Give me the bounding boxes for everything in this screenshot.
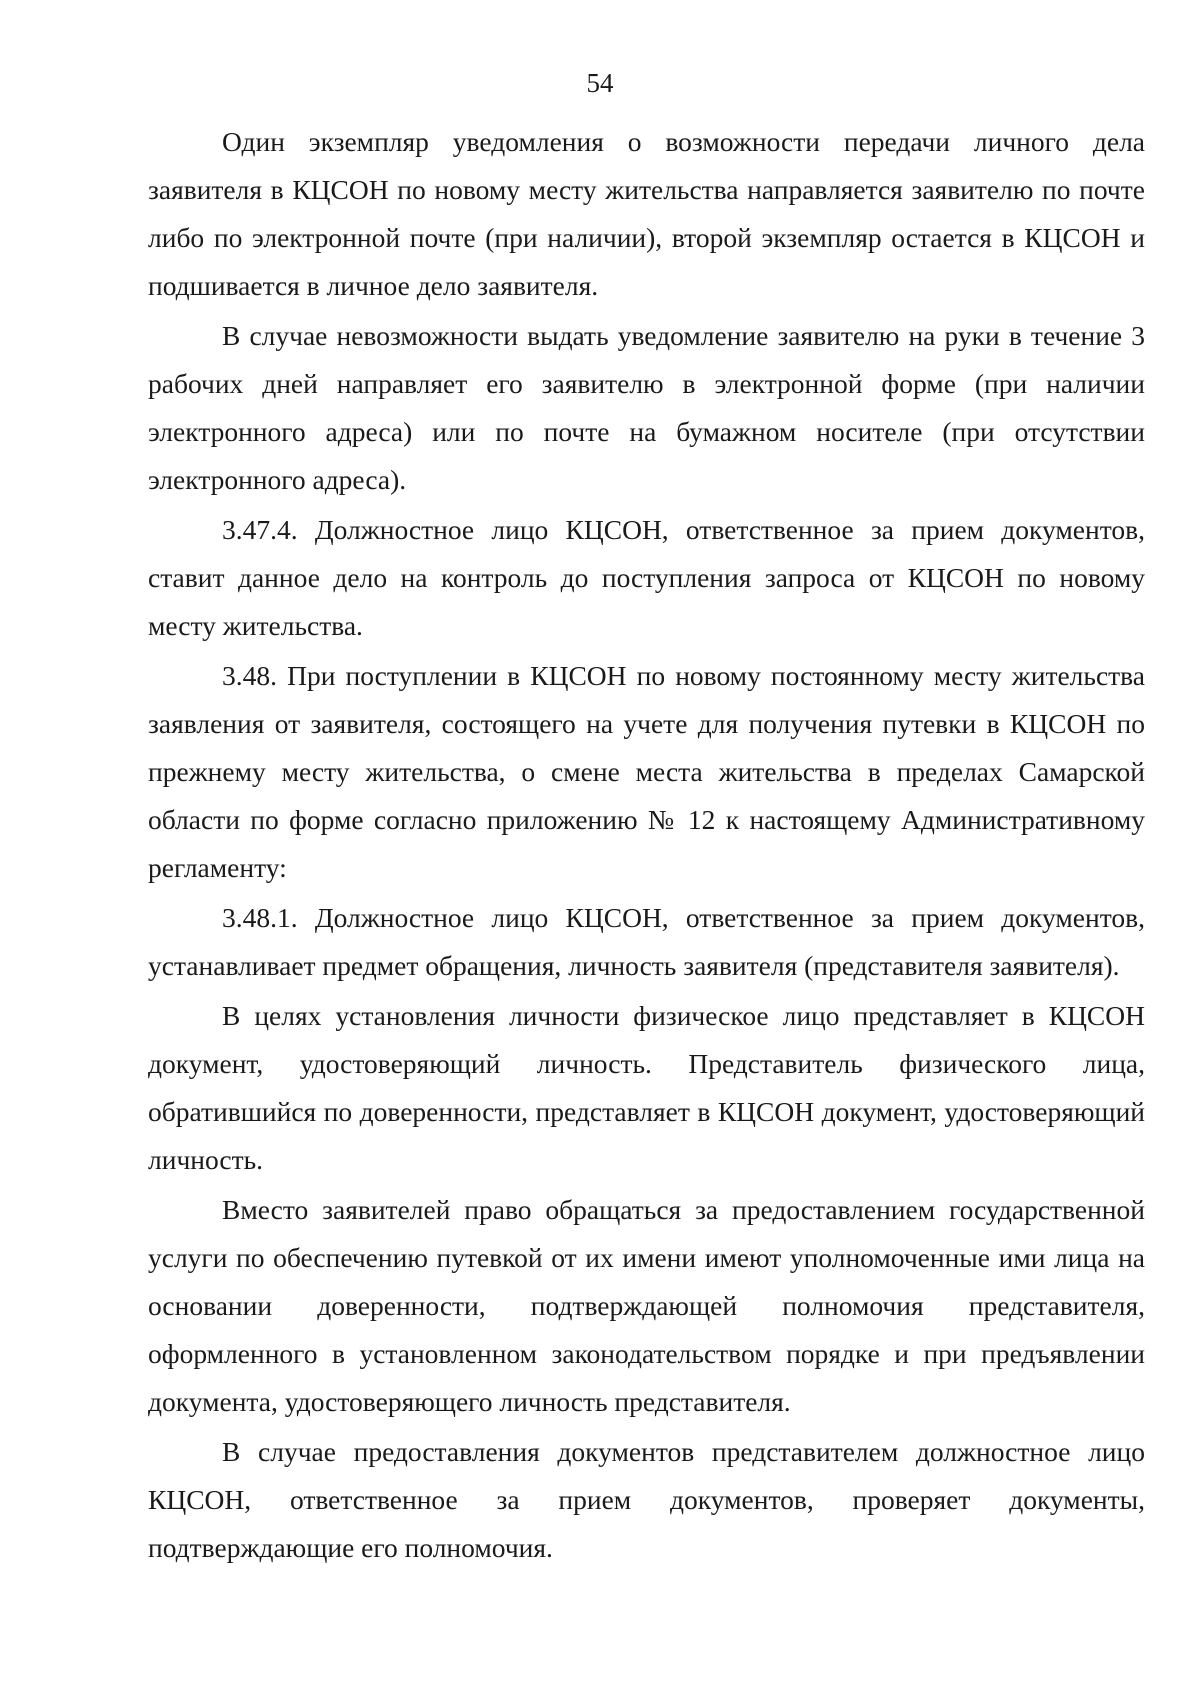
paragraph-representatives: Вместо заявителей право обращаться за предоставлением государственной услуги по обеспечению путевкой от их имени имеют уполномоченные ими лица на основании доверенности, подтверждающей полномочия представителя, оформленного в установленном законодательством порядке и при предъявлении документа, удостоверяющего личность представителя. — [148, 1194, 1145, 1417]
paragraph-3-47-4: 3.47.4. Должностное лицо КЦСОН, ответственное за прием документов, ставит данное дело на контроль до поступления запроса от КЦСОН по новому месту жительства. — [148, 514, 1145, 641]
document-body — [148, 118, 1145, 1574]
paragraph-3-48-1: 3.48.1. Должностное лицо КЦСОН, ответственное за прием документов, устанавливает предмет обращения, личность заявителя (представителя заявителя). — [148, 902, 1145, 981]
paragraph-delivery-impossible: В случае невозможности выдать уведомление заявителю на руки в течение 3 рабочих дней направляет его заявителю в электронной форме (при наличии электронного адреса) или по почте на бумажном носителе (при отсутствии электронного адреса). — [148, 320, 1145, 495]
paragraph-3-48: 3.48. При поступлении в КЦСОН по новому постоянному месту жительства заявления от заявителя, состоящего на учете для получения путевки в КЦСОН по прежнему месту жительства, о смене места жительства в пределах Самарской области по форме согласно приложению № 12 к настоящему Административному регламенту: — [148, 660, 1145, 883]
paragraph-identity: В целях установления личности физическое лицо представляет в КЦСОН документ, удостоверяющий личность. Представитель физического лица, обратившийся по доверенности, представляет в КЦСОН документ, удостоверяющий личность. — [148, 1000, 1145, 1175]
page-number: 54 — [586, 68, 614, 98]
paragraph-representative-documents: В случае предоставления документов представителем должностное лицо КЦСОН, ответственное за прием документов, проверяет документы, подтверждающие его полномочия. — [148, 1436, 1145, 1563]
paragraph-notification-copy: Один экземпляр уведомления о возможности передачи личного дела заявителя в КЦСОН по новому месту жительства направляется заявителю по почте либо по электронной почте (при наличии), второй экземпляр остается в КЦСОН и подшивается в личное дело заявителя. — [148, 126, 1145, 301]
